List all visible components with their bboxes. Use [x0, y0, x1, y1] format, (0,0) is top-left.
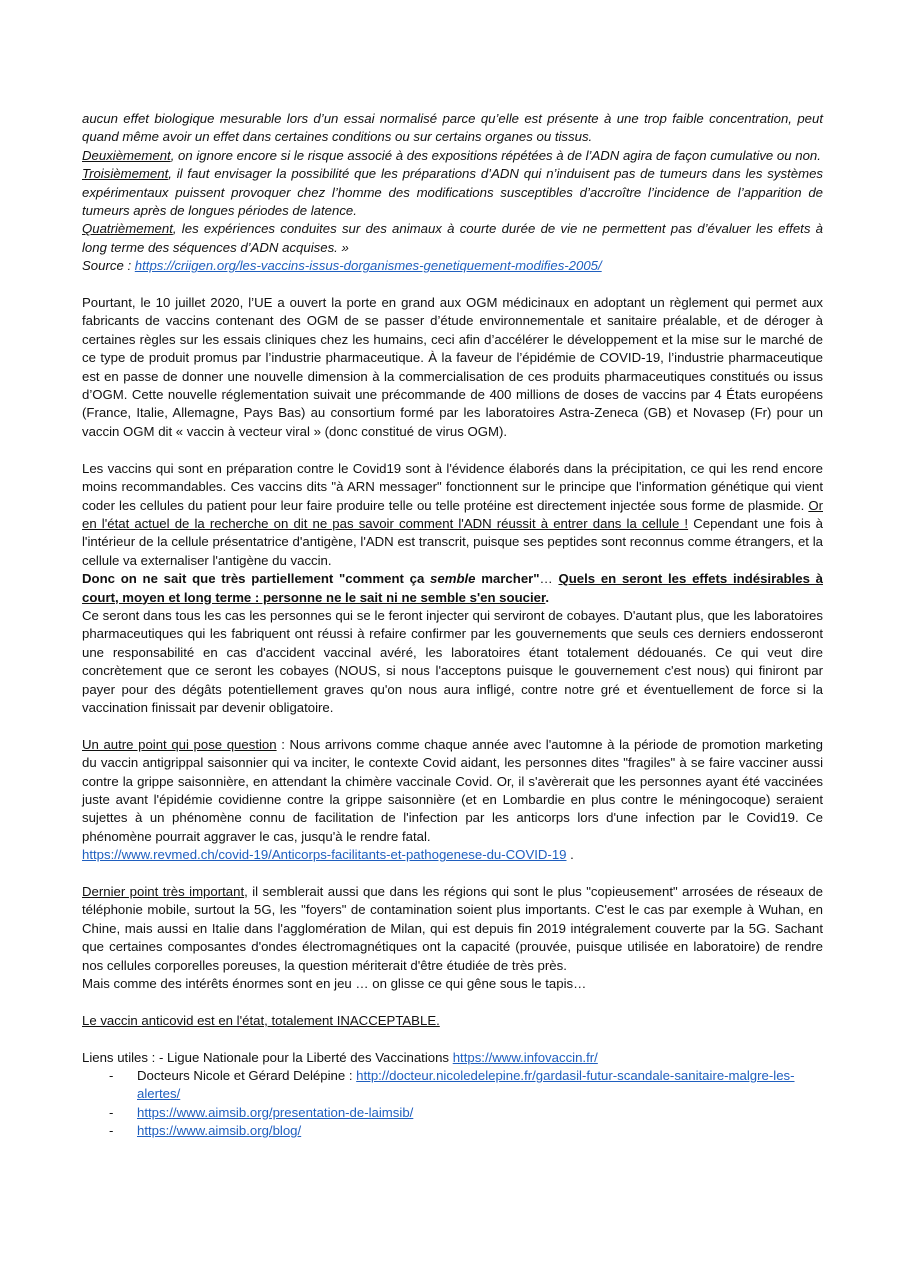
paragraph-arn-underline: Or en l'état actuel de la recherche on dit ne pas savoir comment l'ADN réussit à entrer dans la cellule ! — [82, 497, 823, 531]
spacer — [82, 865, 823, 883]
quote-point-3-text: , il faut envisager la possibilité que les préparations d’ADN qui n’induisent pas de tumeurs dans les systèmes expérimentaux puissent provoquer chez l’homme des modifications susceptibles d’accroître l’incidence de l’apparition de tumeurs après de longues périodes de latence. — [82, 166, 823, 219]
quote-point-2-text: , on ignore encore si le risque associé à des expositions répétées à de l’ADN agira de façon cumulative ou non. — [170, 147, 821, 163]
bold-end: . — [545, 589, 550, 605]
list-dash: - — [109, 1123, 114, 1139]
spacer — [82, 717, 823, 735]
delepine-link[interactable]: http://docteur.nicoledelepine.fr/gardasil-futur-scandale-sanitaire-malgre-les-alertes/ — [137, 1068, 795, 1102]
quote-source — [82, 257, 823, 275]
source-label: Source : — [82, 258, 135, 274]
paragraph-5g — [82, 883, 823, 975]
paragraph-grippe-link-line — [82, 846, 823, 864]
paragraph-5g-last: Mais comme des intérêts énormes sont en jeu … on glisse ce qui gêne sous le tapis… — [82, 976, 587, 992]
paragraph-arn — [82, 460, 823, 570]
aimsib-blog-link[interactable]: https://www.aimsib.org/blog/ — [137, 1123, 302, 1139]
paragraph-ue-ogm: Pourtant, le 10 juillet 2020, l’UE a ouvert la porte en grand aux OGM médicinaux en adoptant un règlement qui permet aux fabricants de vaccins contenant des OGM de se passer d’étude environnementale et sanitaire préalable, et de déroger à certaines règles sur les essais cliniques chez les humains, ceci afin d’accélérer le développement et la mise sur le marché de ce type de produit promus par l’industrie pharmaceutique. À la faveur de l’épidémie de COVID-19, l’industrie pharmaceutique est en passe de donner une nouvelle dimension à la commercialisation de ces produits pharmaceutiques constitués ou issus d’OGM. Cette nouvelle réglementation suivait une précommande de 400 millions de doses de vaccins par 4 États européens (France, Italie, Allemagne, Pays Bas) au consortium formé par les laboratoires Astra-Zeneca (GB) et Novasep (Fr) pour un vaccin OGM dit « vaccin à vecteur viral » (donc constitué de virus OGM). — [82, 295, 823, 439]
conclusion: Le vaccin anticovid est en l'état, totalement INACCEPTABLE. — [82, 1012, 440, 1028]
infovaccin-link[interactable]: https://www.infovaccin.fr/ — [452, 1049, 598, 1065]
list-dash: - — [109, 1104, 114, 1120]
spacer — [82, 1030, 823, 1048]
list-item — [82, 1104, 823, 1122]
list-dash: - — [109, 1068, 114, 1084]
paragraph-arn-text-2: Cependant une fois à l'intérieur de la cellule présentatrice d'antigène, l'ADN est transcrit, puisque ses peptides sont reconnus comme étrangers, et la cellule va externaliser l'antigène du vaccin. — [82, 515, 823, 568]
paragraph-grippe-head: Un autre point qui pose question — [82, 736, 277, 752]
paragraph-cobayes: Ce seront dans tous les cas les personnes qui se le feront injecter qui serviront de cobayes. D'autant plus, que les laboratoires pharmaceutiques qui les fabriquent ont réussi à refaire confirmer par les gouvernements que seuls ces derniers endosseront une responsabilité en cas d'accident vaccinal avéré, les laboratoires étant totalement dédouanés. Ce qui veut dire concrètement que ce seront les cobayes (NOUS, si nous l'acceptons puisque le gouvernement c'est nous) qui finiront par payer pour des dégâts potentiellement graves qu'on nous aura infligé, contre notre gré et éventuellement de force si la vaccination finissait par devenir obligatoire. — [82, 607, 823, 715]
quote-point-4-head: Quatrièmement — [82, 221, 173, 237]
quote-intro: aucun effet biologique mesurable lors d’un essai normalisé parce qu’elle est présente à une trop faible concentration, peut quand même avoir un effet dans certaines conditions ou sur certains organes ou tissus. — [82, 111, 823, 145]
list-item-label: Docteurs Nicole et Gérard Delépine : — [137, 1068, 357, 1084]
revmed-link[interactable]: https://www.revmed.ch/covid-19/Anticorps-facilitants-et-pathogenese-du-COVID-19 — [82, 847, 567, 863]
liens-intro — [82, 1049, 823, 1067]
list-item — [82, 1122, 823, 1140]
paragraph-5g-head: Dernier point très important — [82, 884, 245, 899]
bold-italic-word: semble — [430, 571, 476, 587]
revmed-link-suffix: . — [566, 847, 574, 863]
source-link[interactable]: https://criigen.org/les-vaccins-issus-dorganismes-genetiquement-modifies-2005/ — [134, 258, 602, 274]
bold-ellipsis: … — [539, 571, 559, 587]
quote-point-3-head: Troisièmement — [82, 166, 169, 182]
paragraph-5g-text: , il semblerait aussi que dans les régions qui sont le plus "copieusement" arrosées de réseaux de téléphonie mobile, surtout la 5G, les "foyers" de contamination soient plus importants. C'est le cas par exemple à Wuhan, en Chine, mais aussi en Italie dans l'agglomération de Milan, qui est depuis fin 2019 intégralement couverte par la 5G. Sachant que certaines composantes d'ondes électromagnétiques ont la capacité (prouvée, puisque utilisée en laboratoire) de rendre nos cellules corporelles poreuses, la question mériterait d'être étudiée de très près. — [82, 884, 823, 973]
paragraph-bold-warning — [82, 570, 823, 607]
spacer — [82, 441, 823, 459]
spacer — [82, 993, 823, 1011]
quote-point-4 — [82, 220, 823, 257]
quote-point-4-text: , les expériences conduites sur des animaux à courte durée de vie ne permettent pas d’évaluer les effets à long terme des séquences d’ADN acquises. » — [82, 221, 823, 255]
quote-point-2-head: Deuxièmement — [82, 147, 171, 163]
liens-list — [82, 1067, 823, 1141]
aimsib-presentation-link[interactable]: https://www.aimsib.org/presentation-de-laimsib/ — [137, 1104, 414, 1120]
paragraph-grippe-text: : Nous arrivons comme chaque année avec l'automne à la période de promotion marketing du vaccin antigrippal saisonnier qui va inciter, le contexte Covid aidant, les personnes dites "fragiles" à se faire vacciner aussi contre la grippe saisonnière, en attendant la chimère vaccinale Covid. Or, il s'avèrerait que les personnes ayant été vaccinées juste avant l'épidémie covidienne contre la grippe saisonnière (et en Lombardie en plus contre le méningocoque) seraient sujettes à un phénomène connu de facilitation de l'infection par les anticorps lors d'une infection par le Covid19. Ce phénomène pourrait aggraver le cas, jusqu'à le rendre fatal. — [82, 736, 823, 844]
bold-part-2: marcher" — [475, 571, 540, 587]
quote-point-2 — [82, 147, 823, 165]
quote-point-3 — [82, 165, 823, 220]
bold-part-1: Donc on ne sait que très partiellement "comment ça — [82, 571, 431, 587]
bold-underlined: Quels en seront les effets indésirables à court, moyen et long terme : personne ne le sait ni ne semble s'en soucier — [82, 571, 823, 605]
paragraph-arn-text-1: Les vaccins qui sont en préparation contre le Covid19 sont à l'évidence élaborés dans la précipitation, ce qui les rend encore moins recommandables. Ces vaccins dits "à ARN messager" fonctionnent sur le principe que l'information génétique qui vient coder les cellules du patient pour leur faire produire telle ou telle protéine est directement injectée sous forme de plasmide. — [82, 460, 823, 513]
spacer — [82, 276, 823, 294]
liens-intro-text: Liens utiles : - Ligue Nationale pour la Liberté des Vaccinations — [82, 1049, 453, 1065]
list-item — [82, 1067, 823, 1104]
document-page — [82, 110, 823, 1141]
paragraph-grippe — [82, 736, 823, 846]
